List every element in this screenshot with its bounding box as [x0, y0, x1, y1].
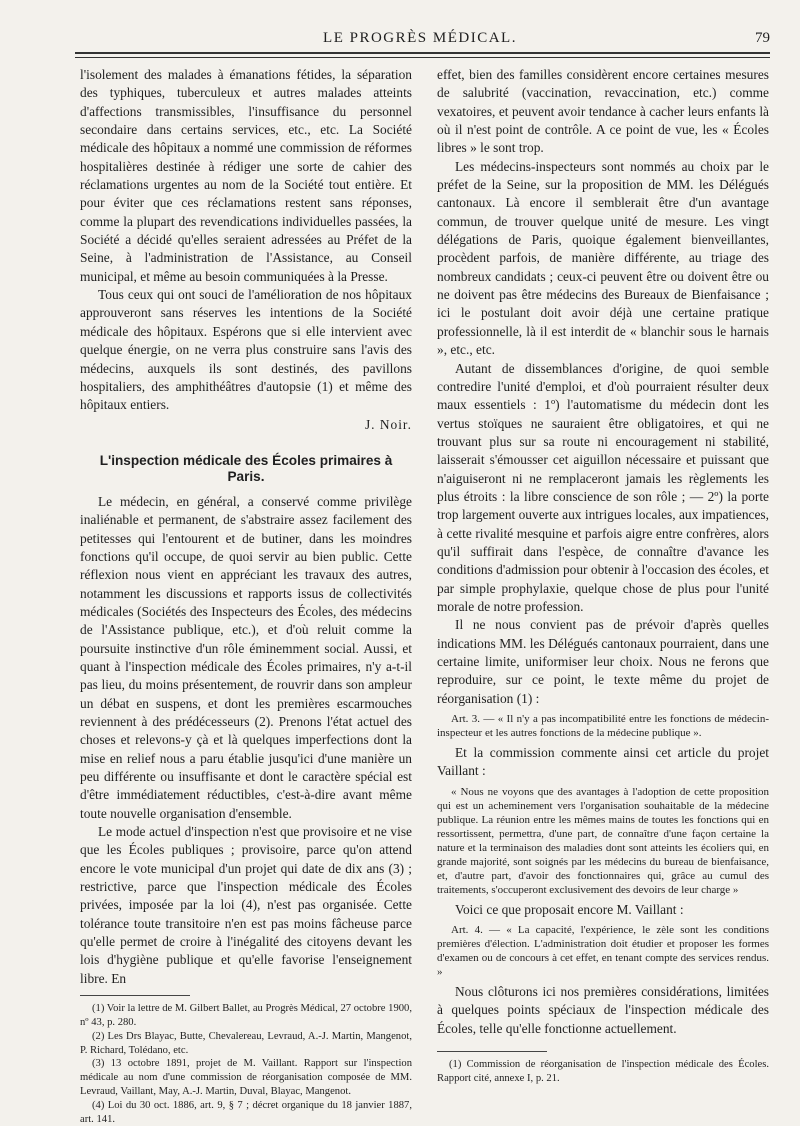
footnote-rule: [80, 995, 190, 996]
section-title: L'inspection médicale des Écoles primaires à Paris.: [99, 452, 393, 484]
paragraph: Les médecins-inspecteurs sont nommés au choix par le préfet de la Seine, sur la proposition de MM. les Délégués cantonaux. Là encore il semblerait être d'un avantage commun, de trouver quelque unité de mesure. Les vingt délégations de Paris, quoique également bienveillantes, procèdent parfois, de manière différente, au triage des nombreux candidats ; ceux-ci peuvent être ou doivent être ou ne doivent pas être médecins des Bureaux de Bienfaisance ; ici le postulant doit avoir déjà une certaine pratique professionnelle, là il est interdit de « blanchir sous le harnais », etc., etc.: [437, 158, 769, 358]
paragraph: Le mode actuel d'inspection n'est que provisoire et ne vise que les Écoles publiques ; provisoire, parce qu'on attend encore le vote municipal d'un projet qui date de dix ans (3) ; restrictive, parce que l'inspection médicale des Écoles privées, imposée par la loi (4), n'est pas organisée. Cette tolérance toute transitoire n'en est pas moins fâcheuse parce qu'elle permet de croire à l'inégalité des citoyens devant les lois d'hygiène publique et qu'elle favorise l'enseignement libre. En: [80, 824, 412, 986]
header-rule-thin: [75, 57, 770, 58]
signature-text: J. Noir.: [364, 416, 412, 432]
footnote: (3) 13 octobre 1891, projet de M. Vaillant. Rapport sur l'inspection médicale au nom d'une commission de réorganisation composée de MM. Levraud, Vaillant, May, A.-J. Martin, Duval, Blayac, Mangenot.: [80, 1058, 412, 1097]
footnote-rule: [437, 1051, 547, 1052]
journal-title: LE PROGRÈS MÉDICAL.: [323, 30, 517, 46]
paragraph: l'isolement des malades à émanations fétides, la séparation des typhiques, tuberculeux et autres malades atteints d'affections transmissibles, l'insuffisance du personnel secondaire dans certains services, etc., etc. La Société médicale des hôpitaux a nommé une commission de réformes hospitalières destinée à rédiger une sorte de cahier des réclamations urgentes au nom de la Société tout entière. Et pour éviter que ces réclamations restent sans réponses, comme la plupart des revendications individuelles passées, la Société a décidé qu'elles seraient adressées au Préfet de la Seine, à l'administration de l'Assistance, au Conseil municipal, et même au besoin communiquées à la Presse.: [80, 67, 412, 284]
paragraph: Le médecin, en général, a conservé comme privilège inaliénable et permanent, de s'abstraire assez facilement des petitesses qui l'entourent et de butiner, dans les moindres fonctions qu'il occupe, de quoi servir au bien public. Cette réflexion nous vient en appréciant les travaux des autres, notamment les discussions et rapports issus de collectivités médicales (Sociétés des Inspecteurs des Écoles, des médecins de l'Assistance publique, etc.), et d'où reluit comme la poursuite instinctive d'un rôle éminemment social. Aussi, et quant à l'inspection médicale des Écoles primaires, n'y a-t-il pas lieu, du moins présentement, de rouvrir dans son ampleur un débat en suspens, et dont les premières escarmouches reviennent à des prédécesseurs (2). Prenons l'état actuel des choses et relevons-y çà et là quelques imperfections dont la mise en relief nous a paru établie jusqu'ici d'une manière un peu différente ou insuffisante et dont le caractère spécial est d'être immédiatement réductibles, c'est-à-dire avant même toute nouvelle organisation d'ensemble.: [80, 493, 412, 821]
quoted-commentary: « Nous ne voyons que des avantages à l'adoption de cette proposition qui est un acheminement vers l'organisation souhaitable de la médecine publique. La réunion entre les mêmes mains de toutes les fonctions qui en ressortissent, permettra, d'une part, de connaître d'une façon certaine la nature et la terminaison des maladies dont sont atteints les écoliers qui, en grande majorité, sont soignés par les médecins du bureau de bienfaisance, et, d'autre part, d'avoir des fonctionnaires qui, grâce au cumul des traitements, s'occuperont exclusivement des devoirs de leur charge »: [437, 785, 769, 896]
page-header: [70, 30, 770, 52]
author-signature: [80, 416, 412, 434]
page-number: 79: [755, 30, 770, 46]
footnote: (1) Commission de réorganisation de l'inspection médicale des Écoles. Rapport cité, annexe I, p. 21.: [437, 1059, 769, 1084]
paragraph: effet, bien des familles considèrent encore certaines mesures de salubrité (vaccination, revaccination, etc.) comme vexatoires, et peuvent avoir tendance à cacher leurs enfants là où il n'est point de contrôle. A ce point de vue, les « Écoles libres » le sont trop.: [437, 67, 769, 156]
header-rule-thick: [75, 52, 770, 54]
paragraph: Il ne nous convient pas de prévoir d'après quelles indications MM. les Délégués cantonaux pourraient, dans une certaine limite, uniformiser leur choix. Nous ne ferons que reproduire, sur ce point, le texte même du projet de réorganisation (1) :: [437, 617, 769, 706]
footnote: (1) Voir la lettre de M. Gilbert Ballet, au Progrès Médical, 27 octobre 1900, nº 43, p. 280.: [80, 1003, 412, 1028]
quoted-article: Art. 3. — « Il n'y a pas incompatibilité entre les fonctions de médecin-inspecteur et les autres fonctions de la médecine publique ».: [437, 713, 769, 740]
footnote: (2) Les Drs Blayac, Butte, Chevalereau, Levraud, A.-J. Martin, Mangenot, P. Richard, Tolédano, etc.: [80, 1030, 412, 1056]
paragraph: Et la commission commente ainsi cet article du projet Vaillant :: [437, 745, 769, 779]
quoted-article: Art. 4. — « La capacité, l'expérience, le zèle sont les conditions premières d'élection. L'administration doit étudier et proposer les formes d'examen ou de concours à cet effet, en tenant compte des services rendus. »: [437, 924, 769, 979]
paragraph: Nous clôturons ici nos premières considérations, limitées à quelques points spéciaux de l'inspection médicale des Écoles, telle qu'elle fonctionne actuellement.: [437, 984, 769, 1036]
paragraph: Voici ce que proposait encore M. Vaillant :: [455, 901, 684, 917]
paragraph: Tous ceux qui ont souci de l'amélioration de nos hôpitaux approuveront sans réserves les intentions de la Société médicale des hôpitaux. Espérons que si elle intervient avec quelque énergie, on ne verra plus construire sans l'avis des médecins, auxquels ils sont destinés, des pavillons hospitaliers, des amphithéâtres d'autopsie (1) et même des hôpitaux entiers.: [80, 287, 412, 413]
paragraph: Autant de dissemblances d'origine, de quoi semble contredire l'unité d'emploi, et d'où pourraient résulter deux maux essentiels : 1º) l'automatisme du médecin dont les vertus stoïques ne sauraient être obligatoires, et qui ne trouvant plus sur sa route ni encouragement ni stabilité, laisserait s'émousser cet aiguillon nécessaire et puissant que n'aiguiseront ni ne remplaceront jamais les règlements les plus étroits : la libre conscience de son rôle ; — 2º) la porte trop largement ouverte aux intrigues locales, aux impatiences, à cette rivalité mesquine et parfois aigre entre confrères, alors qu'il suffirait dans l'espèce, de connaître d'avance les conditions d'admission pour obtenir à l'occasion des écoles, et par simple prophylaxie, quelque chose de plus pour l'unité morale de notre profession.: [437, 360, 769, 614]
right-column: [437, 66, 769, 1086]
footnote: (4) Loi du 30 oct. 1886, art. 9, § 7 ; décret organique du 18 janvier 1887, art. 141.: [80, 1099, 412, 1125]
left-column: [80, 66, 412, 1126]
